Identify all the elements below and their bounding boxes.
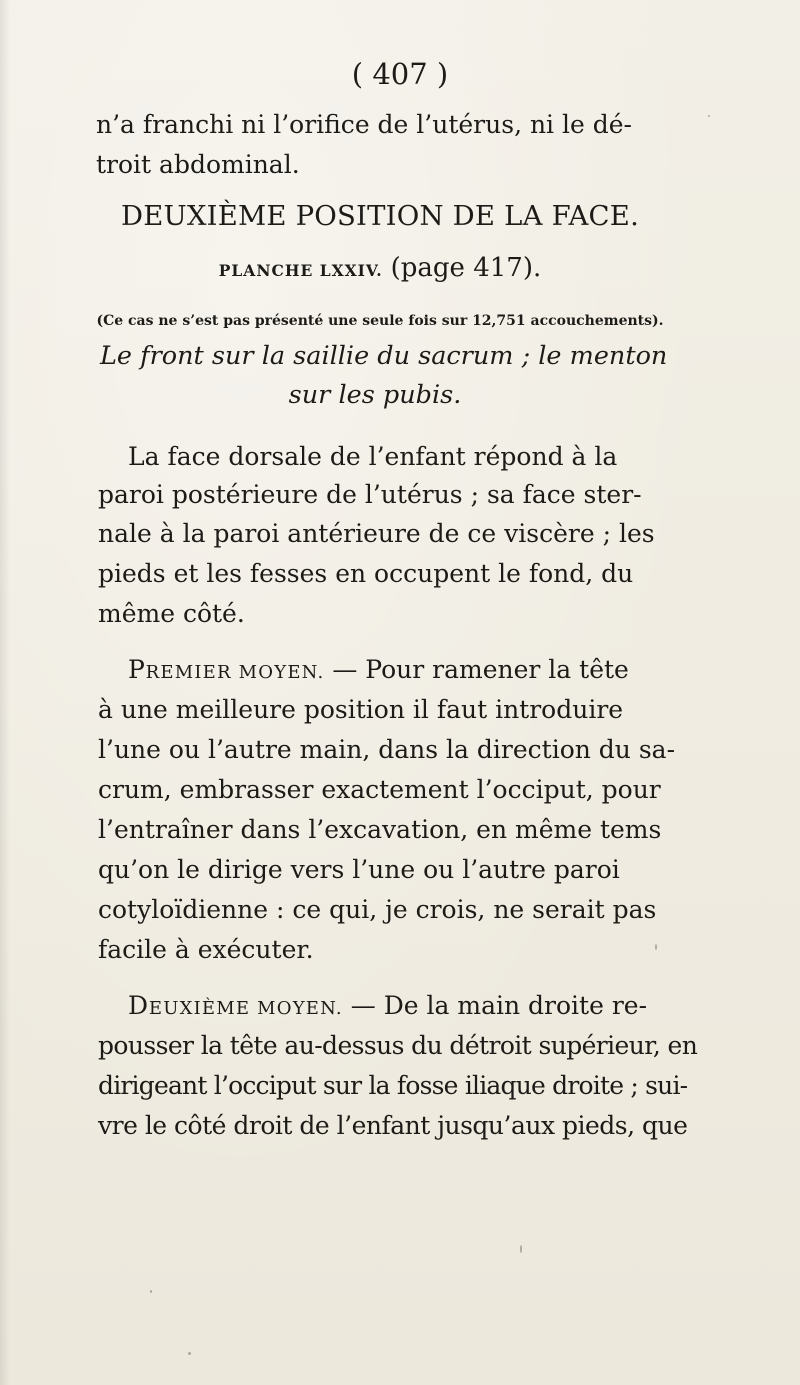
text-line: nale à la paroi antérieure de ce viscère ; les bbox=[98, 519, 655, 548]
statistics-note: (Ce cas ne s’est pas présenté une seule fois sur 12,751 accouchements). bbox=[96, 313, 664, 329]
run-in-head-rest: REMIER MOYEN. bbox=[145, 662, 325, 683]
text-line: l’une ou l’autre main, dans la direction du sa- bbox=[98, 735, 676, 764]
text-run: — De la main droite re- bbox=[342, 991, 648, 1020]
text-line: qu’on le dirige vers l’une ou l’autre paroi bbox=[98, 855, 620, 884]
run-in-head-cap: D bbox=[128, 991, 149, 1020]
text-line: troit abdominal. bbox=[96, 150, 300, 179]
text-line: pieds et les fesses en occupent le fond, du bbox=[98, 559, 634, 588]
paper-speck bbox=[188, 1352, 191, 1355]
text-line: l’entraîner dans l’excavation, en même tems bbox=[98, 815, 662, 844]
paper-speck bbox=[150, 1290, 152, 1293]
text-line: cotyloïdienne : ce qui, je crois, ne serait pas bbox=[98, 895, 657, 924]
text-line: pousser la tête au-dessus du détroit supérieur, en bbox=[98, 1031, 698, 1060]
position-description-line: Le front sur la saillie du sacrum ; le menton bbox=[100, 341, 668, 371]
text-line: n’a franchi ni l’orifice de l’utérus, ni le dé- bbox=[96, 110, 632, 139]
run-in-head-rest: EUXIÈME MOYEN. bbox=[148, 998, 343, 1019]
plate-label: PLANCHE LXXIV. bbox=[218, 261, 383, 280]
text-line bbox=[128, 993, 647, 1018]
text-line: dirigeant l’occiput sur la fosse iliaque droite ; sui- bbox=[98, 1071, 688, 1100]
text-line: vre le côté droit de l’enfant jusqu’aux pieds, que bbox=[98, 1111, 688, 1140]
plate-reference bbox=[0, 255, 760, 281]
section-title: DEUXIÈME POSITION DE LA FACE. bbox=[120, 200, 640, 232]
text-line: même côté. bbox=[98, 599, 245, 628]
position-description-line: sur les pubis. bbox=[288, 380, 462, 410]
paper-speck bbox=[655, 944, 657, 950]
text-line bbox=[128, 657, 629, 682]
run-in-head-cap: P bbox=[128, 655, 146, 684]
text-line: à une meilleure position il faut introduire bbox=[98, 695, 624, 724]
paper-speck bbox=[708, 115, 710, 117]
text-line: La face dorsale de l’enfant répond à la bbox=[128, 442, 618, 471]
plate-page: (page 417). bbox=[390, 253, 542, 283]
text-run: — Pour ramener la tête bbox=[324, 655, 629, 684]
text-line: paroi postérieure de l’utérus ; sa face ster- bbox=[98, 480, 642, 509]
text-line: crum, embrasser exactement l’occiput, pour bbox=[98, 775, 661, 804]
page-number: ( 407 ) bbox=[351, 57, 449, 91]
paper-speck bbox=[520, 1245, 522, 1253]
text-line: facile à exécuter. bbox=[98, 935, 314, 964]
